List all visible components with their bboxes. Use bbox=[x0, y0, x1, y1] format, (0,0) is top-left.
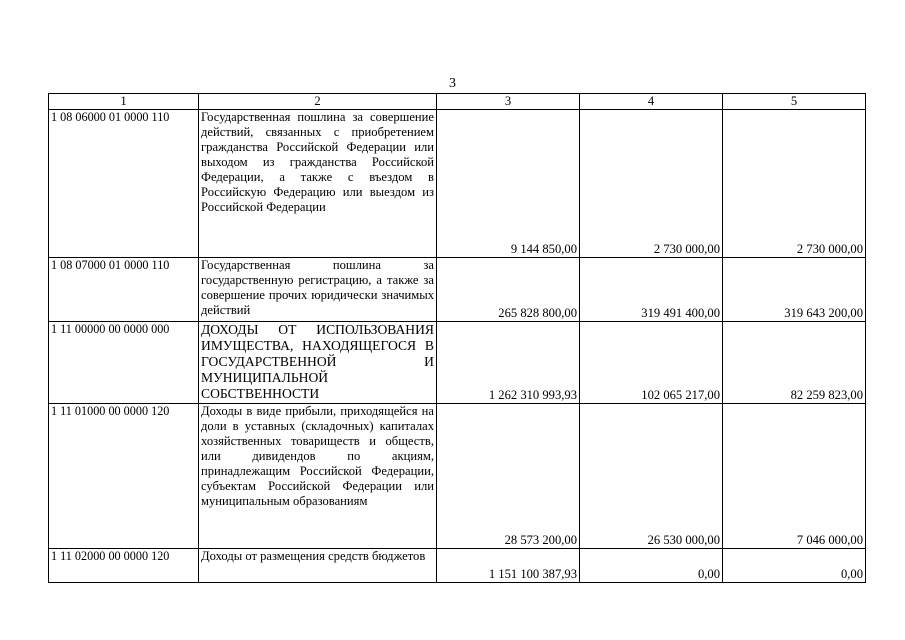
column-header-5: 5 bbox=[723, 94, 866, 110]
amount-col-4: 0,00 bbox=[580, 549, 723, 583]
page-number: 3 bbox=[449, 76, 456, 91]
amount-col-5: 2 730 000,00 bbox=[723, 110, 866, 258]
amount-col-5: 82 259 823,00 bbox=[723, 322, 866, 404]
column-header-1: 1 bbox=[49, 94, 199, 110]
amount-col-3: 28 573 200,00 bbox=[437, 404, 580, 549]
table-row bbox=[49, 322, 866, 404]
amount-col-5: 319 643 200,00 bbox=[723, 258, 866, 322]
table-row bbox=[49, 549, 866, 583]
table-row bbox=[49, 404, 866, 549]
revenue-name: ДОХОДЫ ОТ ИСПОЛЬЗОВАНИЯ ИМУЩЕСТВА, НАХОДЯЩЕГОСЯ В ГОСУДАРСТВЕННОЙ И МУНИЦИПАЛЬНОЙ СОБСТВЕННОСТИ bbox=[199, 322, 437, 404]
classification-code: 1 11 02000 00 0000 120 bbox=[49, 549, 199, 583]
column-header-3: 3 bbox=[437, 94, 580, 110]
revenue-name: Государственная пошлина за совершение действий, связанных с приобретением гражданства Российской Федерации или выходом из гражданства Российской Федерации, а также с въездом в Российскую Федерацию или выездом из Российской Федерации bbox=[199, 110, 437, 258]
revenue-name: Доходы в виде прибыли, приходящейся на доли в уставных (складочных) капиталах хозяйственных товариществ и обществ, или дивидендов по акциям, принадлежащим Российской Федерации, субъектам Российской Федерации или муниципальным образованиям bbox=[199, 404, 437, 549]
amount-col-5: 0,00 bbox=[723, 549, 866, 583]
amount-col-3: 9 144 850,00 bbox=[437, 110, 580, 258]
revenue-name: Государственная пошлина за государственную регистрацию, а также за совершение прочих юридически значимых действий bbox=[199, 258, 437, 322]
column-header-4: 4 bbox=[580, 94, 723, 110]
amount-col-3: 1 262 310 993,93 bbox=[437, 322, 580, 404]
column-header-2: 2 bbox=[199, 94, 437, 110]
header-row bbox=[49, 94, 866, 110]
revenue-table bbox=[48, 93, 866, 583]
revenue-name: Доходы от размещения средств бюджетов bbox=[199, 549, 437, 583]
table-row bbox=[49, 110, 866, 258]
amount-col-4: 2 730 000,00 bbox=[580, 110, 723, 258]
amount-col-3: 265 828 800,00 bbox=[437, 258, 580, 322]
amount-col-3: 1 151 100 387,93 bbox=[437, 549, 580, 583]
amount-col-4: 102 065 217,00 bbox=[580, 322, 723, 404]
amount-col-4: 26 530 000,00 bbox=[580, 404, 723, 549]
amount-col-5: 7 046 000,00 bbox=[723, 404, 866, 549]
amount-col-4: 319 491 400,00 bbox=[580, 258, 723, 322]
classification-code: 1 08 06000 01 0000 110 bbox=[49, 110, 199, 258]
classification-code: 1 11 00000 00 0000 000 bbox=[49, 322, 199, 404]
classification-code: 1 11 01000 00 0000 120 bbox=[49, 404, 199, 549]
table-row bbox=[49, 258, 866, 322]
classification-code: 1 08 07000 01 0000 110 bbox=[49, 258, 199, 322]
